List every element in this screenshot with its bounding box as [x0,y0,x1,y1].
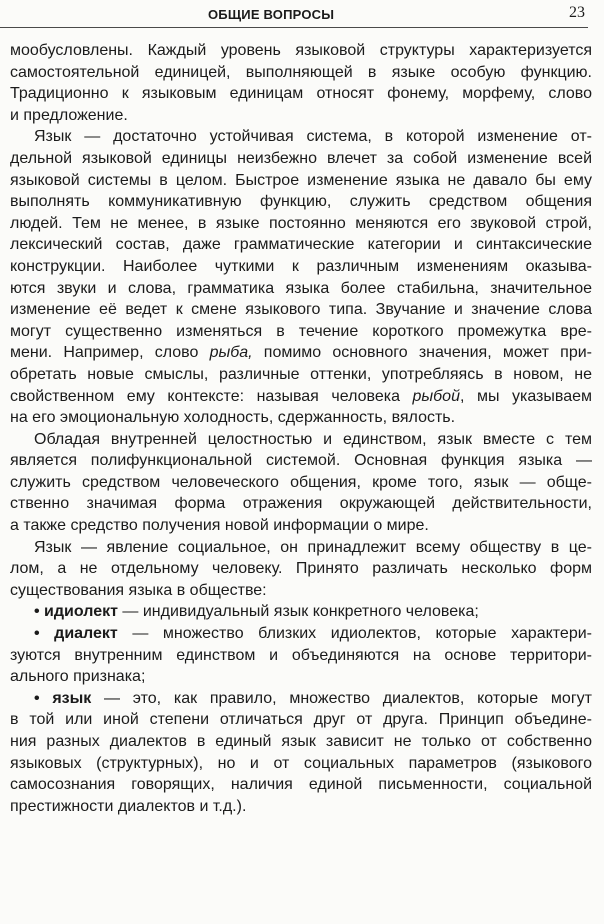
text-line: лом, а не отдельному человеку. Принято различать несколько форм [10,560,592,578]
text-line: Язык — достаточно устойчивая система, в которой изменение от- [34,128,592,146]
text-line [10,601,592,623]
definition-text: — это, как правило, множество диалектов, которые могут [91,689,592,707]
text-run: свойственном ему контексте: называя человека [10,387,413,405]
text-line: дельной языковой единицы неизбежно влечет за собой изменение всей [10,149,592,167]
page-header [0,0,604,30]
text-line [10,386,592,408]
bullet-idiolect [10,601,592,623]
bullet-dialect [10,623,592,688]
term-idiolect: • идиолект [34,603,118,621]
text-line: лексический состав, даже грамматические категории и синтаксические [10,236,592,254]
text-line: в той или иной степени отличаться друг от друга. Принцип объедине- [10,711,592,729]
text-line: является полифункциональной системой. Основная функция языка — [10,452,592,470]
text-line: конструкции. Наиболее чуткими к различным изменениям оказыва- [10,257,592,275]
text-line: людей. Тем не менее, в языке постоянно меняются его звуковой строй, [10,214,592,232]
text-line: ственно значимая форма отражения окружающей действительности, [10,495,592,513]
term-language: • язык [34,689,92,707]
text-line [10,623,592,645]
text-line: зуются внутренним единством и объединяются на основе территори- [10,646,592,664]
header-rule [0,27,588,28]
text-line: Язык — явление социальное, он принадлежит всему обществу в це- [34,538,592,556]
text-line: существования языка в обществе: [10,581,267,599]
text-line: ального признака; [10,668,146,686]
text-line [10,342,592,364]
text-line: изменение её ведет к смене языкового типа. Звучание и значение слова [10,301,592,319]
text-run: , мы указываем [459,387,592,405]
definition-text: — индивидуальный язык конкретного человека; [117,603,479,621]
text-line: языковой системы в целом. Быстрое изменение языка не давало бы ему [10,171,592,189]
text-line: языковых (структурных), но и от социальных параметров (языкового [10,754,592,772]
text-line: а также средство получения новой информации о мире. [10,517,429,535]
body-text [10,40,592,817]
paragraph-functions [10,429,592,537]
italic-example: рыбой [412,387,460,405]
text-line: обретать новые смыслы, различные оттенки, употребляясь в новом, не [10,365,592,383]
page-number: 23 [569,4,585,21]
text-line: ния разных диалектов в единый язык зависит не только от собственно [10,733,592,750]
text-line: престижности диалектов и т.д.). [10,797,247,815]
running-title: ОБЩИЕ ВОПРОСЫ [208,7,335,22]
text-line: на его эмоциональную холодность, сдержанность, вялость. [10,409,456,427]
paragraph-language-system [10,126,592,428]
term-dialect: • диалект [34,625,118,643]
text-line: и предложение. [10,106,128,124]
text-line: мообусловлены. Каждый уровень языковой структуры характеризуется [10,42,592,59]
paragraph-social [10,537,592,602]
definition-text: — множество близких идиолектов, которые характери- [117,625,592,643]
text-line [10,688,592,710]
italic-example: рыба, [209,344,253,362]
text-line: ются звуки и слова, грамматика языка более стабильна, значительное [10,279,592,297]
text-line: могут существенно изменяться в течение короткого промежутка вре- [10,322,592,340]
text-line: самосознания говорящих, наличия единой письменности, социальной [10,776,592,794]
text-line: выполнять коммуникативную функцию, служить средством общения [10,193,592,211]
text-run: помимо основного значения, может при- [252,344,593,362]
text-line: служить средством человеческого общения, кроме того, язык — обще- [10,473,592,491]
text-line: Традиционно к языковым единицам относят фонему, морфему, слово [10,85,592,103]
bullet-language [10,688,592,818]
text-line: Обладая внутренней целостностью и единством, язык вместе с тем [34,430,592,448]
paragraph-continuation [10,40,592,126]
text-run: мени. Например, слово [10,344,210,362]
text-line: самостоятельной единицей, выполняющей в языке особую функцию. [10,63,592,81]
